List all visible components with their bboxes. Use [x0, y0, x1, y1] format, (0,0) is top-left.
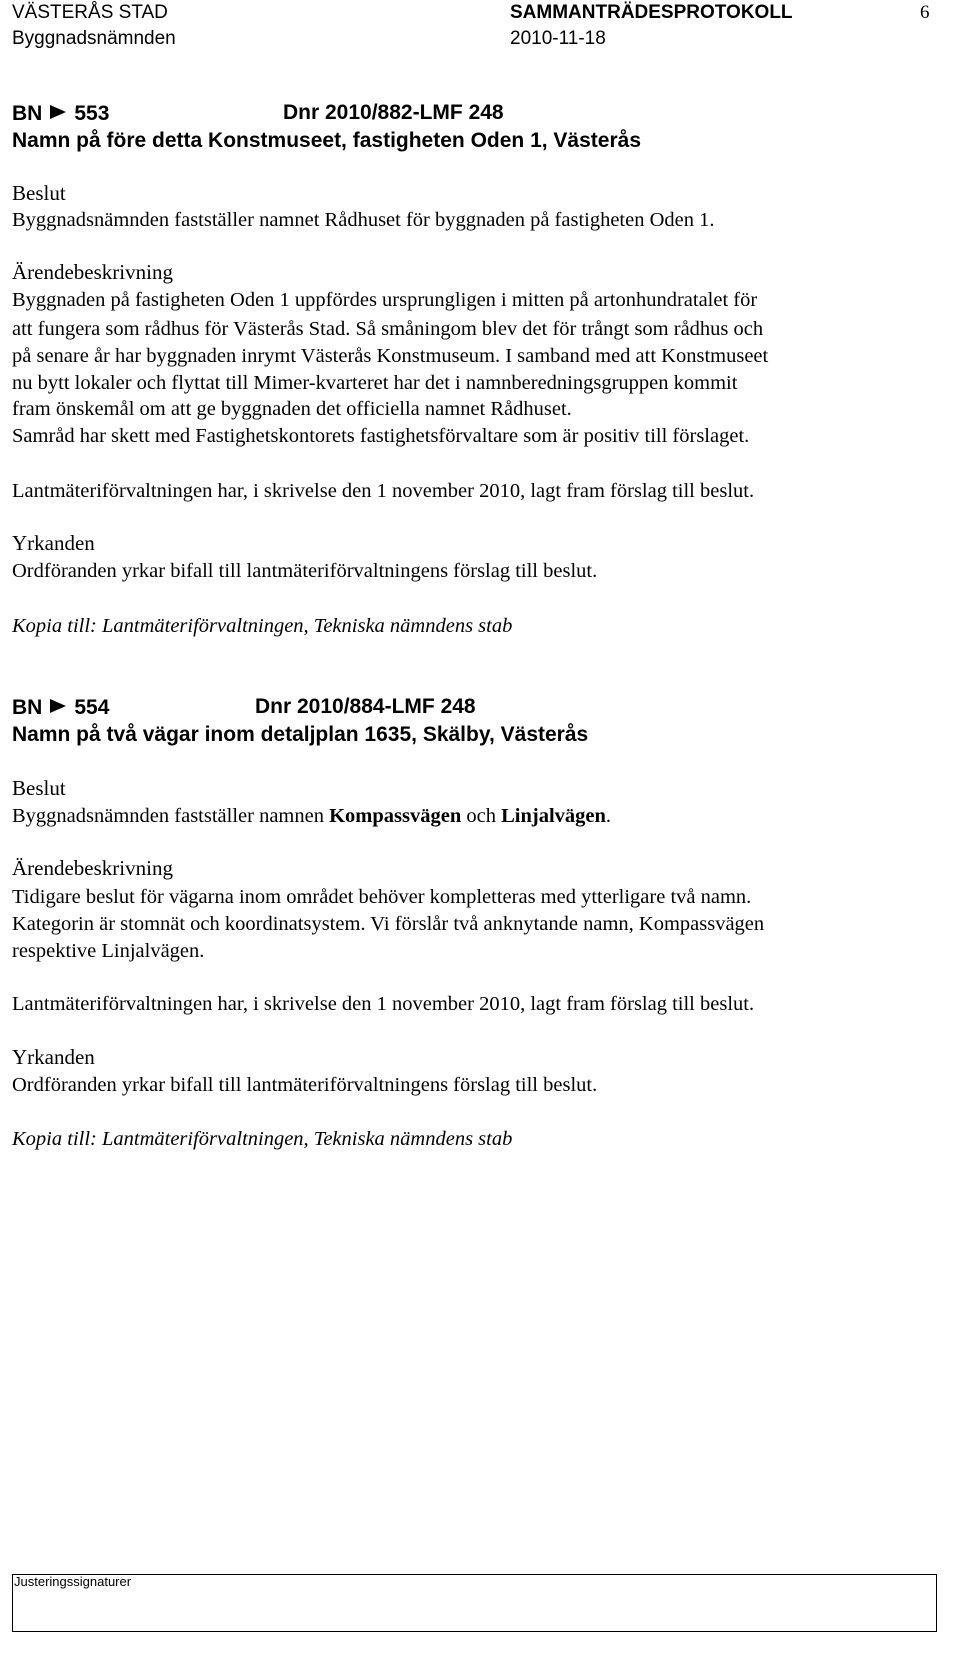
section-554-arende-line: Kategorin är stomnät och koordinatsystem. Vi förslår två anknytande namn, Kompassvägen	[12, 913, 765, 935]
signature-label: Justeringssignaturer	[14, 1574, 132, 1589]
section-553-arende-line: Samråd har skett med Fastighetskontorets fastighetsförvaltare som är positiv till förslaget.	[12, 425, 750, 447]
section-553-lmv-text: Lantmäteriförvaltningen har, i skrivelse den 1 november 2010, lagt fram förslag till beslut.	[12, 480, 755, 502]
section-554-arende-line: Tidigare beslut för vägarna inom området behöver kompletteras med ytterligare två namn.	[12, 886, 752, 908]
road-name-1: Kompassvägen	[329, 805, 462, 827]
section-554-heading	[12, 695, 109, 720]
section-553-arende-line: att fungera som rådhus för Västerås Stad. Så småningom blev det för trångt som rådhus och	[12, 318, 764, 340]
section-553-arende-line: Byggnaden på fastigheten Oden 1 uppfördes ursprungligen i mitten på artonhundratalet för	[12, 289, 758, 311]
beslut-post: .	[605, 805, 612, 827]
section-553-heading	[12, 101, 109, 126]
section-554-arende-heading: Ärendebeskrivning	[12, 856, 173, 880]
section-number: 553	[74, 102, 110, 125]
section-553-arende-line: nu bytt lokaler och flyttat till Mimer-kvarteret har det i namnberedningsgruppen kommit	[12, 372, 738, 394]
section-553-arende-line: fram önskemål om att ge byggnaden det officiella namnet Rådhuset.	[12, 398, 572, 420]
section-553-arende-heading: Ärendebeskrivning	[12, 260, 173, 284]
section-553-kopia: Kopia till: Lantmäteriförvaltningen, Tekniska nämndens stab	[12, 615, 513, 637]
page-number: 6	[920, 2, 930, 23]
section-554-title: Namn på två vägar inom detaljplan 1635, Skälby, Västerås	[12, 723, 589, 746]
beslut-mid: och	[461, 805, 502, 827]
section-554-kopia: Kopia till: Lantmäteriförvaltningen, Tekniska nämndens stab	[12, 1128, 513, 1150]
section-554-arende-line: respektive Linjalvägen.	[12, 940, 205, 962]
section-number: 554	[74, 696, 110, 719]
org-name: VÄSTERÅS STAD	[12, 2, 168, 23]
road-name-2: Linjalvägen	[501, 805, 606, 827]
paragraph-sign-icon	[48, 695, 70, 717]
section-554-dnr: Dnr 2010/884-LMF 248	[255, 695, 476, 718]
bn-label: BN	[12, 696, 43, 719]
section-554-beslut-heading: Beslut	[12, 776, 66, 800]
meeting-date: 2010-11-18	[510, 28, 606, 49]
section-553-beslut-text: Byggnadsnämnden fastställer namnet Rådhuset för byggnaden på fastigheten Oden 1.	[12, 209, 715, 231]
beslut-pre: Byggnadsnämnden fastställer namnen	[12, 805, 330, 827]
section-554-beslut-text	[12, 803, 611, 830]
section-554-yrkanden-text: Ordföranden yrkar bifall till lantmäteriförvaltningens förslag till beslut.	[12, 1074, 598, 1096]
signature-box	[12, 1574, 937, 1632]
committee-name: Byggnadsnämnden	[12, 28, 176, 49]
bn-label: BN	[12, 102, 43, 125]
section-553-beslut-heading: Beslut	[12, 181, 66, 205]
section-554-lmv-text: Lantmäteriförvaltningen har, i skrivelse den 1 november 2010, lagt fram förslag till beslut.	[12, 993, 755, 1015]
paragraph-sign-icon	[48, 101, 70, 123]
section-553-dnr: Dnr 2010/882-LMF 248	[283, 101, 504, 124]
section-553-yrkanden-text: Ordföranden yrkar bifall till lantmäteriförvaltningens förslag till beslut.	[12, 560, 598, 582]
section-554-yrkanden-heading: Yrkanden	[12, 1045, 95, 1069]
section-553-title: Namn på före detta Konstmuseet, fastigheten Oden 1, Västerås	[12, 129, 641, 152]
section-553-yrkanden-heading: Yrkanden	[12, 531, 95, 555]
document-type: SAMMANTRÄDESPROTOKOLL	[510, 2, 793, 23]
section-553-arende-line: på senare år har byggnaden inrymt Västerås Konstmuseum. I samband med att Konstmuseet	[12, 345, 769, 367]
